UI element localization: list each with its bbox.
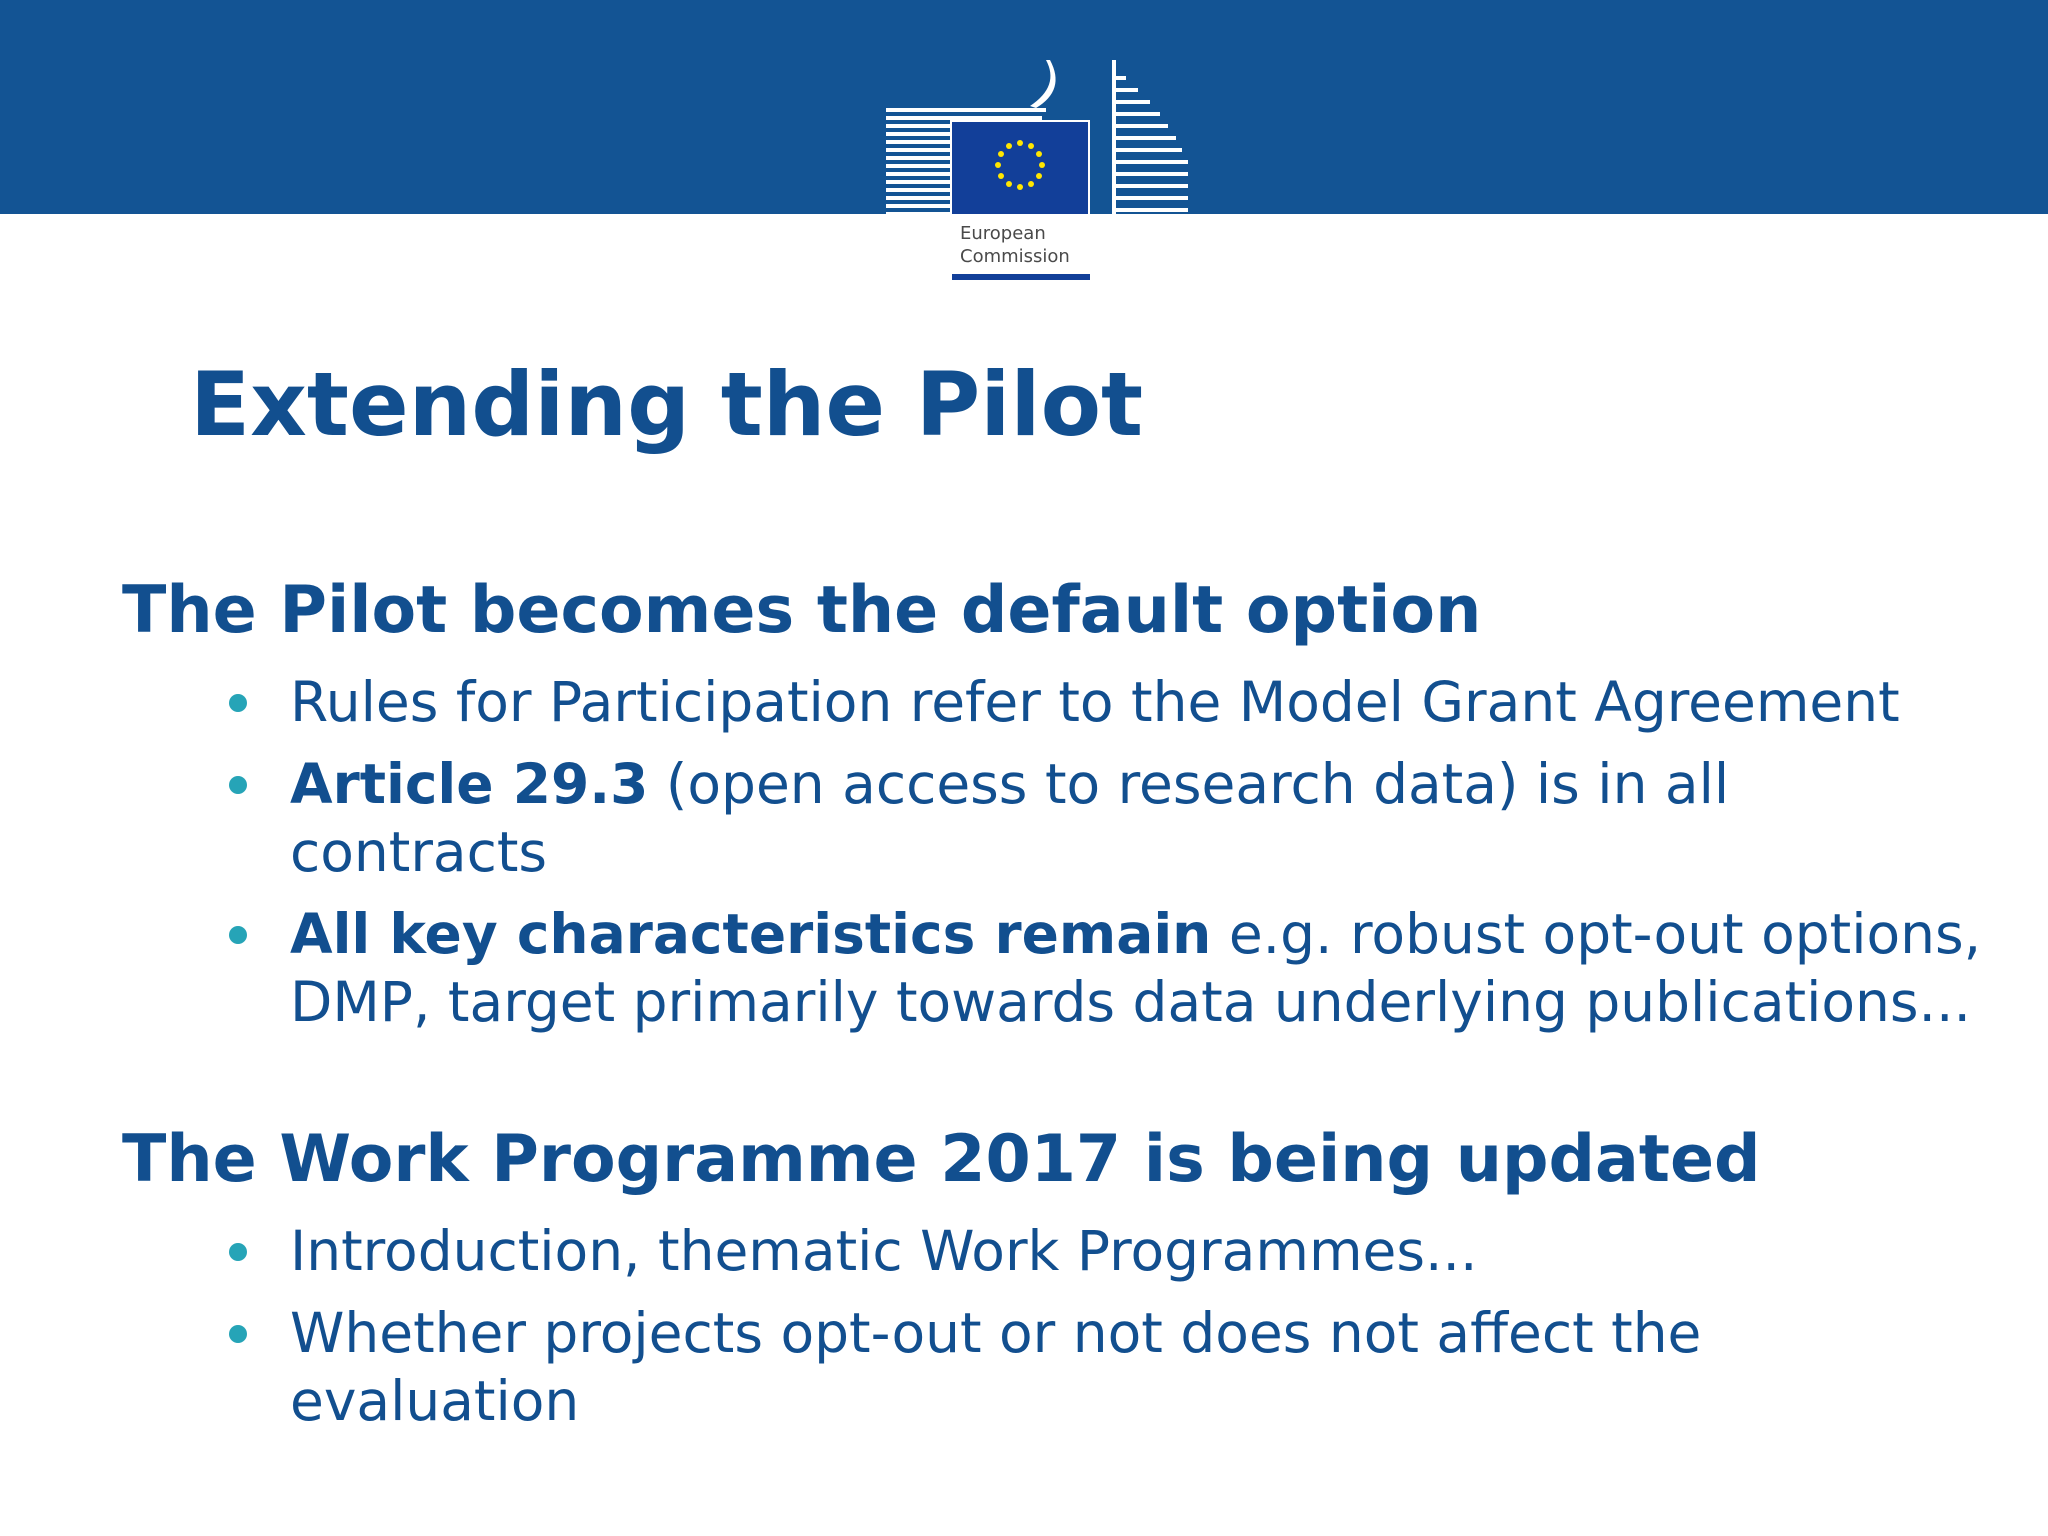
european-commission-logo — [880, 56, 1216, 288]
list-item — [222, 1299, 2002, 1435]
list-item — [222, 668, 2002, 736]
list-item — [222, 900, 2002, 1036]
list-item — [222, 750, 2002, 886]
item-text: Introduction, thematic Work Programmes... — [290, 1219, 1478, 1283]
item-bold-text: All key characteristics remain — [290, 902, 1212, 966]
bullet-list-default-option — [222, 668, 2002, 1050]
logo-text-line-1: European — [960, 223, 1046, 244]
item-text: (open access to research data) is in all contracts — [290, 752, 1730, 884]
bullet-point-icon — [229, 926, 247, 944]
bullet-point-icon — [229, 1325, 247, 1343]
list-item — [222, 1217, 2002, 1285]
bullet-list-work-programme — [222, 1217, 2002, 1449]
logo-text-line-2: Commission — [960, 246, 1070, 267]
section-heading-default-option: The Pilot becomes the default option — [122, 573, 1482, 648]
item-bold-text: Article 29.3 — [290, 752, 649, 816]
item-text: e.g. robust opt-out options, DMP, target primarily towards data underlying publications... — [290, 902, 1982, 1034]
bullet-point-icon — [229, 776, 247, 794]
page-title: Extending the Pilot — [190, 353, 1144, 456]
bullet-point-icon — [229, 694, 247, 712]
logo-wordmark — [960, 222, 1070, 268]
bullet-point-icon — [229, 1243, 247, 1261]
section-heading-work-programme: The Work Programme 2017 is being updated — [122, 1122, 1761, 1197]
item-text: Rules for Participation refer to the Model Grant Agreement — [290, 670, 1900, 734]
item-text: Whether projects opt-out or not does not affect the evaluation — [290, 1301, 1702, 1433]
